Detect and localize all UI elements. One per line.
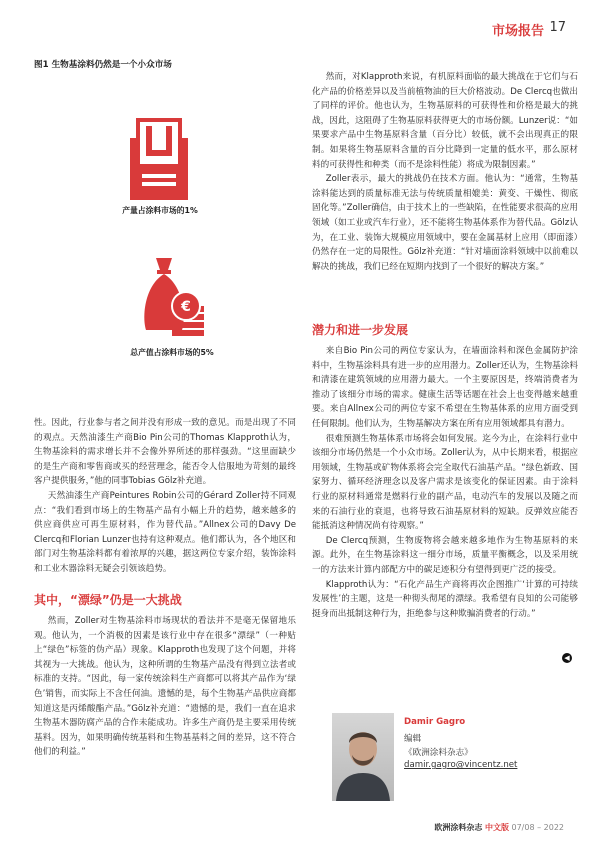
money-bag-icon	[142, 256, 208, 346]
paragraph: 天然油漆生产商Peintures Robin公司的Gérard Zoller持不同观点：“我们看到市场上的生物基产品有小幅上升的趋势，越来越多的供应商供应可再生原材料，作为替代品。”Allnex公司的Davy De Clercq和Florian Lunzer也持有这种观点。他们都认为，各个地区和部门对生物基涂料都有着浓厚的兴趣，据这两位专家介绍，装饰涂料和工业木器涂料无疑会引领该趋势。	[34, 490, 296, 574]
author-email-link[interactable]: damir.gagro@vincentz.net	[404, 760, 518, 770]
figure-caption: 图1 生物基涂料仍然是一个小众市场	[34, 60, 172, 70]
section-heading-greenwashing: 其中，“漂绿”仍是一大挑战	[34, 593, 182, 607]
author-magazine: 《欧洲涂料杂志》	[404, 748, 473, 758]
paragraph: 来自Bio Pin公司的两位专家认为，在墙面涂料和深色金属防护涂料中，生物基涂料具有进一步的应用潜力。Zoller还认为，生物基涂料和清漆在建筑领域的应用潜力最大。一个主要原因是，终端消费者为推动了该细分市场的需求。健康生活等话题在社会上也变得越来越重要。来自Allnex公司的两位专家不希望在生物基体系的应用方面受到任何限制。他们认为，生物基解决方案在所有应用领域都具有潜力。	[312, 346, 578, 429]
stat-value-label: 总产值占涂料市场的5%	[130, 348, 214, 357]
section-heading-potential: 潜力和进一步发展	[312, 323, 409, 337]
end-mark-icon: ◀	[562, 653, 572, 663]
paragraph: 然而，Zoller对生物基涂料市场现状的看法并不是毫无保留地乐观。他认为，一个消极的因素是该行业中存在很多“漂绿”（一种贴上“绿色”标签的伪产品）现象。Klapproth也发现了这个问题，并将其视为一大挑战。他认为，这种所谓的生物基产品没有得到立法者或标准的支持。“因此，每一家传统涂料生产商都可以将其产品作为‘绿色’销售，而实际上不含任何油。遗憾的是，每个生物基产品供应商都知道这是丙烯酸酯产品。”Gölz补充道：“遗憾的是，我们一直在追求生物基木器防腐产品的合作未能成功。许多生产商仍是主要采用传统基料。因为，如果明确传统基料和生物基基料之间的差异，这不符合他们的利益。”	[34, 616, 296, 758]
footer	[434, 822, 564, 833]
paragraph: 性。因此，行业参与者之间并没有形成一致的意见。而是出现了不同的观点。天然油漆生产商Bio Pin公司的Thomas Klapproth认为，生物基涂料的需求增长并不会像外界所述的那样强劲。“这里面缺少的是生产商和零售商或买的经营理念，能否令人信服地为苛刻的最终客户提供服务，”他的同事Tobias Gölz补充道。	[34, 418, 296, 487]
page-number: 17	[549, 20, 566, 35]
stat-production-label: 产量占涂料市场的1%	[122, 206, 198, 215]
paragraph: Zoller表示，最大的挑战仍在技术方面。他认为：“通常，生物基涂料能达到的质量标准无法与传统质量相媲美：黄变、干燥性、彻底固化等。”Zoller确信，由于技术上的一些缺陷，在性能要求很高的应用领域（如工业或汽车行业），还不能将生物基体系作为替代品。Gölz认为，在工业、装饰大规模应用领域中，要在金属基材上应用（即面漆）仍然存在一定的局限性。Gölz补充道：“针对墙面涂料领域中以前难以解决的挑战，我们已经在短期内找到了一个很好的解决方案。”	[312, 174, 578, 272]
right-column-bottom	[312, 344, 578, 621]
section-title: 市场报告	[491, 24, 544, 39]
right-column-top	[312, 70, 578, 274]
author-role: 编辑	[404, 734, 422, 744]
paint-bucket-icon	[126, 118, 192, 202]
svg-text:€: €	[181, 299, 191, 315]
author-photo	[332, 713, 394, 801]
footer-edition: 中文版	[484, 823, 509, 832]
author-block	[332, 713, 578, 801]
paragraph: 很难预测生物基体系市场将会如何发展。迄今为止，在涂料行业中该细分市场仍然是一个小众市场。Zoller认为，从中长期来看，根据应用领域，生物基或矿物体系将会完全取代石油基产品。“绿色新政、国家努力、循环经济理念以及客户需求是该变化的保证因素。由于涂料行业的原材料通常是燃料行业的副产品，电动汽车的发展以及随之而来的石油行业的衰退，也将导致石油基原材料的短缺。反弹效应能否能抵消这种情况尚有待观察。”	[312, 433, 578, 532]
footer-magazine: 欧洲涂料杂志	[434, 823, 483, 832]
footer-issue: 07/08 – 2022	[511, 823, 564, 832]
paragraph: De Clercq预测，生物废物将会越来越多地作为生物基原料的来源。此外，在生物基涂料这一细分市场，质量平衡概念，以及采用统一的方法来计算内部配方中的碳足迹积分有望得到更广泛的接受。	[312, 535, 578, 575]
left-column-bottom	[34, 614, 296, 760]
author-name: Damir Gagro	[404, 717, 466, 727]
paragraph: Klapproth认为：“石化产品生产商将再次企图推广‘计算的可持续发展性’的主题，这是一种彻头彻尾的漂绿。我希望有良知的公司能够挺身而出抵制这种行为，拒绝参与这种欺骗消费者的行动。”	[312, 579, 578, 619]
paragraph: 然而，对Klapproth来说，有机原料面临的最大挑战在于它们与石化产品的价格差异以及当前植物油的巨大价格波动。De Clercq也做出了同样的评价。他也认为，生物基原料的可获得性和价格是最大的挑战，因此，这阻碍了生物基原料获得更大的市场份额。Lunzer说：“如果要求产品中生物基原料含量（百分比）较低，就不会出现真正的限制。如果将生物基原料含量的百分比降到一定量的低水平，那么原材料的可获得性和种类（而不是涂料性能）将成为限制因素。”	[312, 72, 578, 170]
left-column-top	[34, 416, 296, 577]
